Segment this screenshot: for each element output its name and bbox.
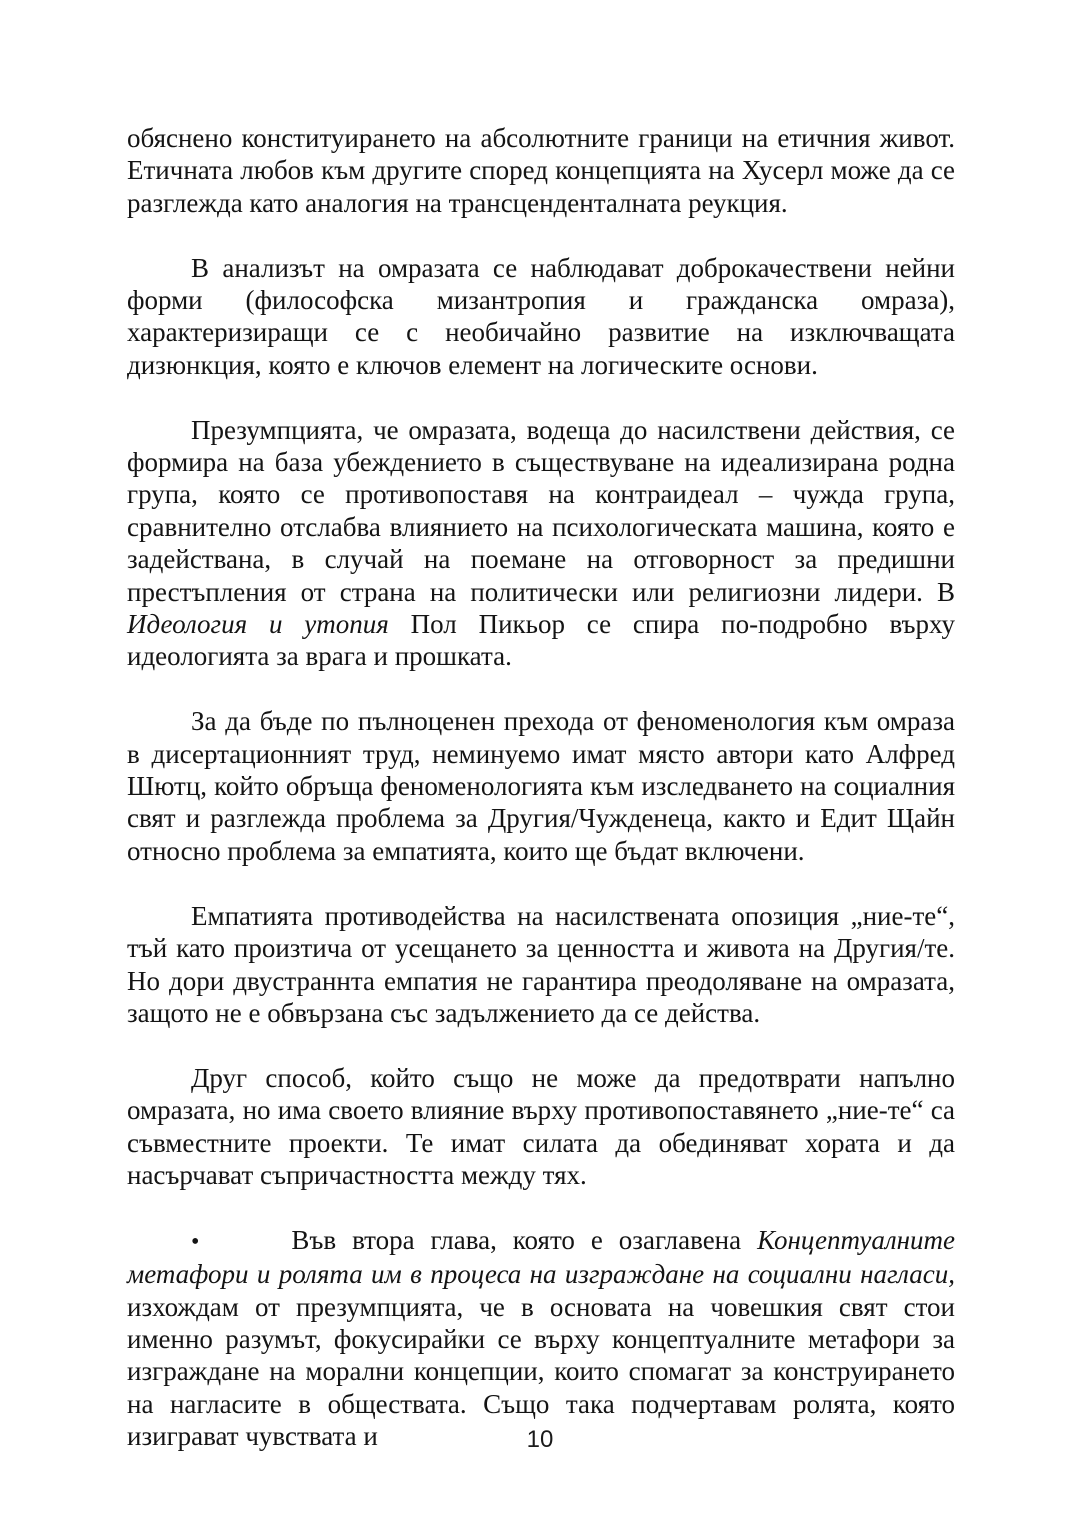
paragraph-3-text: Презумпцията, че омразата, водеща до насилствени действия, се формира на база убеждението в съществуване на идеализирана родна група, която се противопоставя на контраидеал – чужда група, сравнително отслабва влиянието на психологическата машина, която е задействана, в случай на поемане на отговорност за предишни престъпления от страна на политически или религиозни лидери. В [127,414,955,607]
page-number: 10 [526,1426,554,1453]
paragraph-6 [127,1062,955,1192]
paragraph-7-text: Във втора глава, която е озаглавена [291,1224,758,1255]
bullet-icon: • [191,1228,200,1255]
paragraph-3-text-cont: Пол Пикьор се спира по-подробно върху идеологията за врага и прошката. [127,609,955,672]
page-body-text [127,122,955,1485]
paragraph-2 [127,252,955,382]
paragraph-7-text-cont: изхождам от презумпцията, че в основата на човешкия свят стои именно разумът, фокусирайки се върху концептуалните метафори за изграждане на морални концепции, които спомагат за конструирането на нагласите в обществата. Също така подчертавам ролята, която изиграват чувствата и [127,1291,955,1452]
paragraph-2-text: В анализът на омразата се наблюдават доброкачествени нейни форми (философска мизантропия и гражданска омраза), характеризиращи се с необичайно развитие на изключващата дизюнкция, която е ключов елемент на логическите основи. [127,252,955,380]
paragraph-1-text: обяснено конституирането на абсолютните граници на етичния живот. Етичната любов към другите според концепцията на Хусерл може да се разглежда като аналогия на трансценденталната реукция. [127,123,955,218]
paragraph-5 [127,900,955,1030]
paragraph-3-italic-title: Идеология и утопия [127,609,389,640]
paragraph-4-text: За да бъде по пълноценен прехода от феноменология към омраза в дисертационният труд, неминуемо имат място автори като Алфред Шютц, който обръща феноменологията към изследването на социалния свят и разглежда проблема за Другия/Чужденеца, както и Едит Щайн относно проблема за емпатията, които ще бъдат включени. [127,706,955,866]
paragraph-4 [127,705,955,867]
paragraph-1 [127,122,955,219]
paragraph-3 [127,414,955,673]
paragraph-6-text: Друг способ, който също не може да предотврати напълно омразата, но има своето влияние върху противопоставянето „ние-те“ са съвместните проекти. Те имат силата да обединяват хората и да насърчават съпричастността между тях. [127,1062,955,1190]
paragraph-5-text: Емпатията противодейства на насилствената опозиция „ние-те“, тъй като произтича от усещането за ценността и живота на Другия/те. Но дори двустраннта емпатия не гарантира преодоляване на омразата, защото не е обвързана със задължението да се действа. [127,900,955,1028]
bullet-list-item [127,1224,955,1453]
paragraph-7-italic-chapter-title: Концептуалните метафори и ролята им в процеса на изграждане на социални нагласи, [127,1224,955,1290]
